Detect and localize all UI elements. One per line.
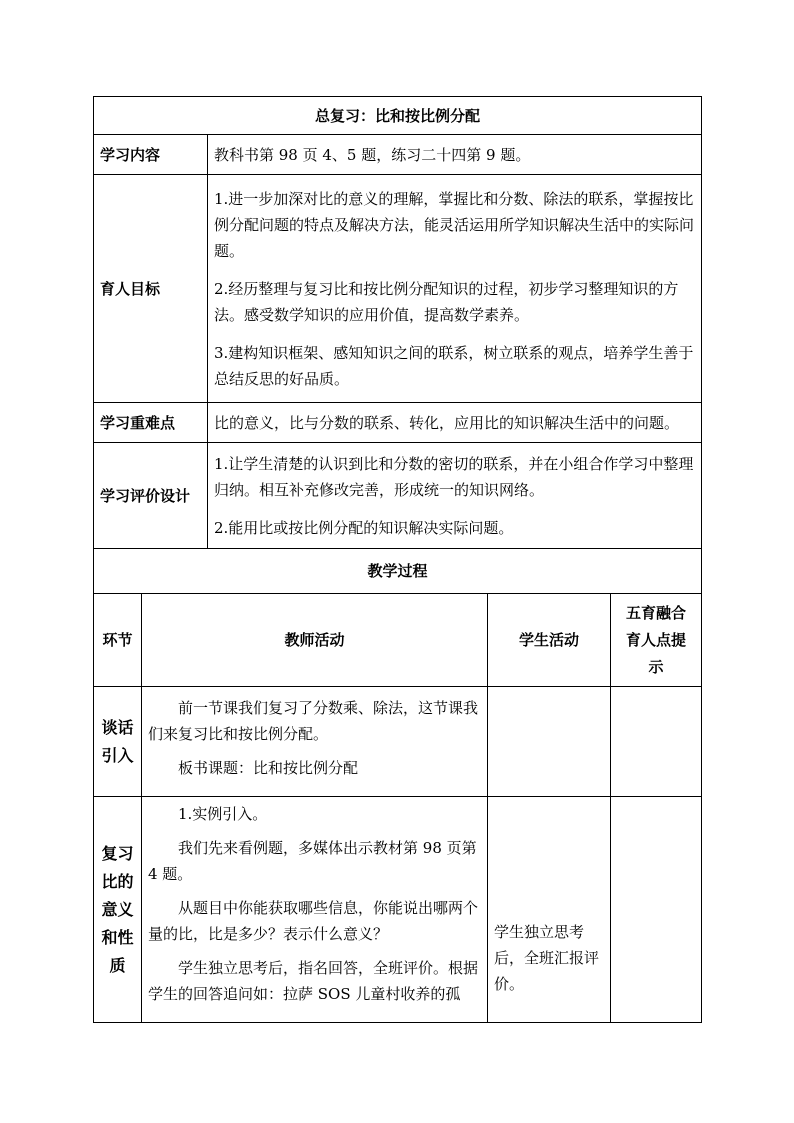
teacher-paragraph: 板书课题：比和按比例分配	[178, 758, 359, 777]
evaluation-item: 2.能用比或按比例分配的知识解决实际问题。	[214, 518, 514, 537]
evaluation-item: 1.让学生清楚的认识到比和分数的密切的联系，并在小组合作学习中整理归纳。相互补充修改完善，形成统一的知识网络。	[214, 454, 694, 499]
column-header-student: 学生活动	[488, 594, 611, 687]
lesson-plan-table	[93, 96, 702, 1023]
stage-row-review	[94, 797, 702, 1023]
key-points-value: 比的意义，比与分数的联系、转化，应用比的知识解决生活中的问题。	[208, 403, 702, 443]
teacher-paragraph: 从题目中你能获取哪些信息，你能说出哪两个量的比，比是多少？表示什么意义？	[148, 899, 479, 943]
teacher-paragraph: 学生独立思考后，指名回答，全班评价。根据学生的回答追问如：拉萨 SOS 儿童村收养的孤	[148, 959, 479, 1003]
goals-row	[94, 175, 702, 403]
page-title: 总复习：比和按比例分配	[94, 97, 702, 135]
tips-intro	[611, 687, 702, 797]
content-row	[94, 135, 702, 175]
tips-review	[611, 797, 702, 1023]
teacher-paragraph: 1.实例引入。	[178, 805, 268, 823]
process-header-row	[94, 594, 702, 687]
key-points-label: 学习重难点	[94, 403, 208, 443]
goal-item: 1.进一步加深对比的意义的理解，掌握比和分数、除法的联系，掌握按比例分配问题的特点及解决方法，能灵活运用所学知识解决生活中的实际问题。	[214, 189, 695, 260]
goal-item: 3.建构知识框架、感知知识之间的联系，树立联系的观点，培养学生善于总结反思的好品质。	[214, 343, 694, 388]
column-header-tips: 五育融合育人点提示	[611, 594, 702, 687]
teacher-paragraph: 前一节课我们复习了分数乘、除法，这节课我们来复习比和按比例分配。	[148, 698, 479, 743]
stage-row-intro	[94, 687, 702, 797]
teacher-paragraph: 我们先来看例题，多媒体出示教材第 98 页第 4 题。	[148, 839, 477, 883]
content-value: 教科书第 98 页 4、5 题，练习二十四第 9 题。	[208, 135, 702, 175]
teacher-activity-review	[142, 797, 488, 1023]
goals-value	[208, 175, 702, 403]
stage-label-intro: 谈话引入	[94, 687, 142, 797]
goals-label: 育人目标	[94, 175, 208, 403]
evaluation-row	[94, 443, 702, 549]
key-points-row	[94, 403, 702, 443]
student-activity-review: 学生独立思考后，全班汇报评价。	[488, 797, 611, 1023]
process-heading-row	[94, 549, 702, 594]
evaluation-label: 学习评价设计	[94, 443, 208, 549]
goal-item: 2.经历整理与复习比和按比例分配知识的过程，初步学习整理知识的方法。感受数学知识的应用价值，提高数学素养。	[214, 279, 679, 324]
column-header-teacher: 教师活动	[142, 594, 488, 687]
teacher-activity-intro	[142, 687, 488, 797]
stage-label-review: 复习比的意义和性质	[94, 797, 142, 1023]
student-activity-intro	[488, 687, 611, 797]
process-heading: 教学过程	[94, 549, 702, 594]
title-row	[94, 97, 702, 135]
content-label: 学习内容	[94, 135, 208, 175]
column-header-stage: 环节	[94, 594, 142, 687]
evaluation-value	[208, 443, 702, 549]
